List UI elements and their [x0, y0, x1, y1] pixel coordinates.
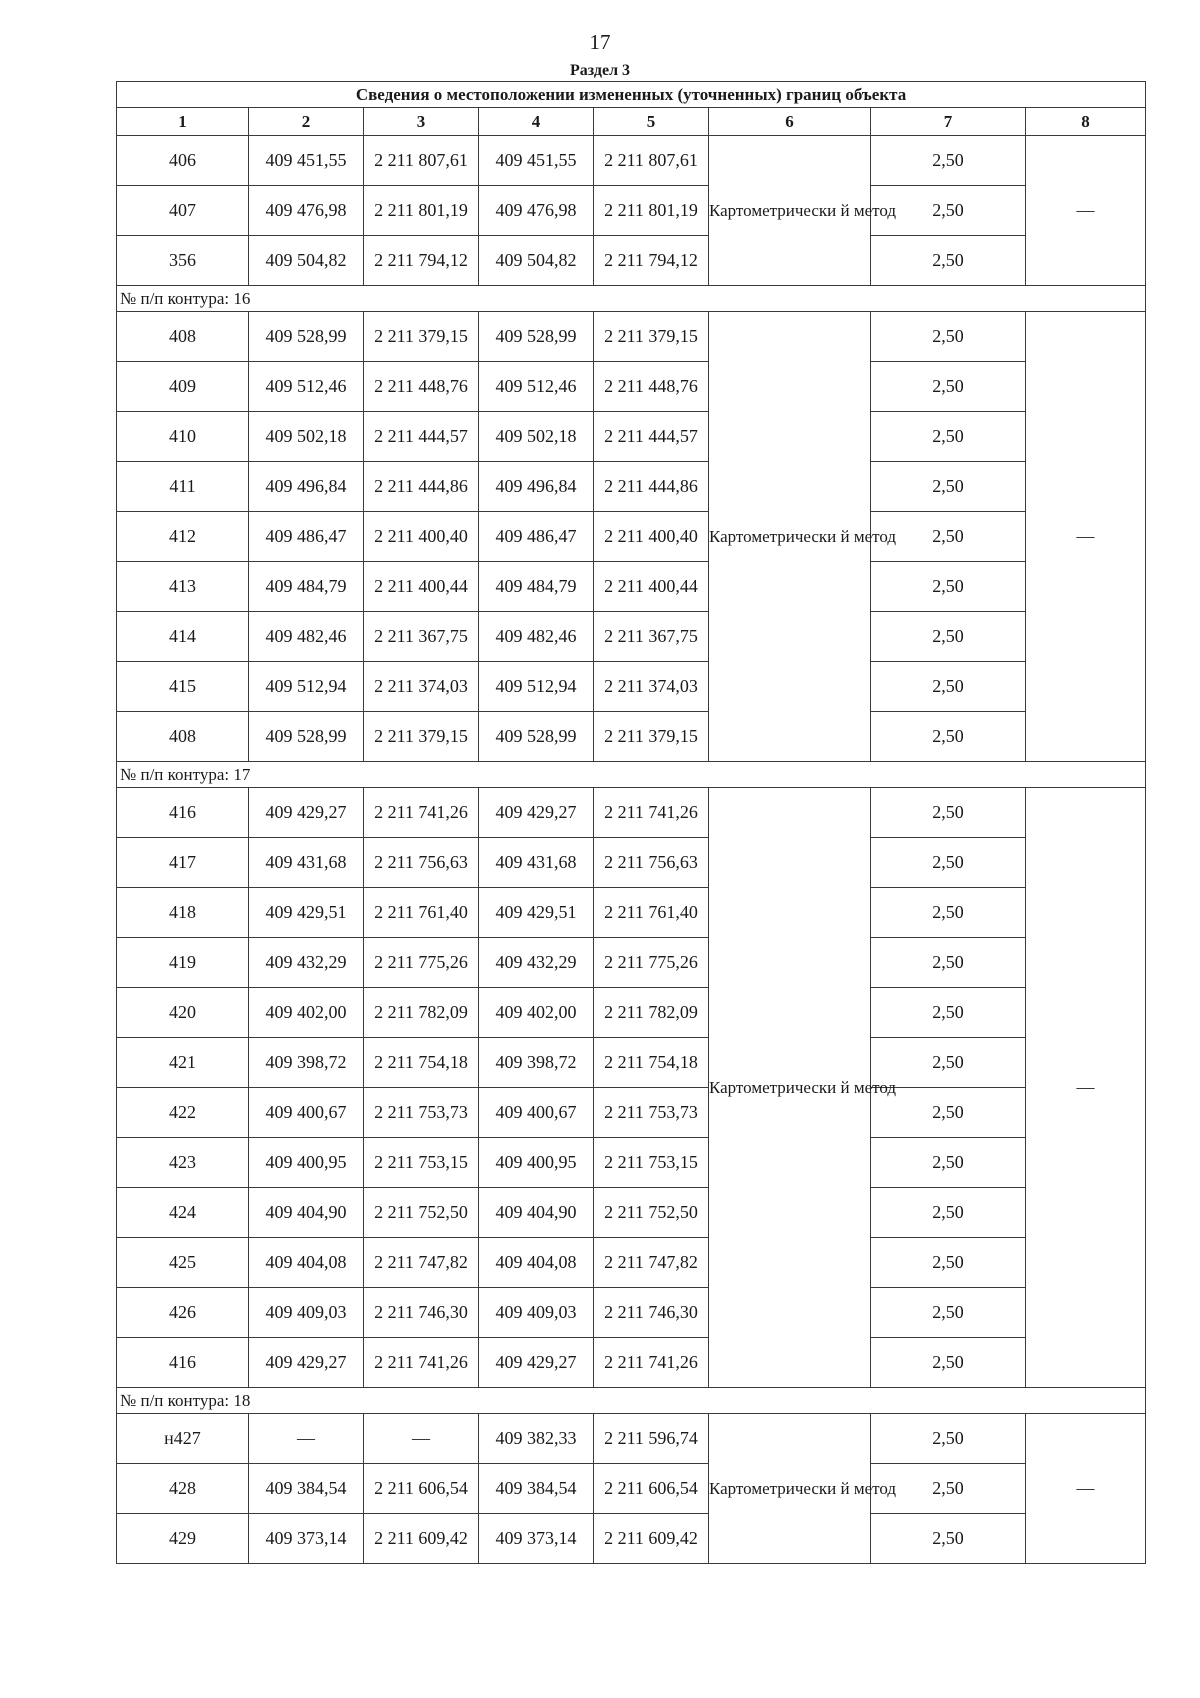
accuracy-cell: 2,50: [871, 562, 1026, 612]
existing-y-cell: 2 211 741,26: [364, 1338, 479, 1388]
refined-x-cell: 409 504,82: [479, 236, 594, 286]
existing-x-cell: 409 400,95: [249, 1138, 364, 1188]
refined-y-cell: 2 211 606,54: [594, 1464, 709, 1514]
existing-x-cell: 409 429,51: [249, 888, 364, 938]
existing-y-cell: 2 211 794,12: [364, 236, 479, 286]
point-id-cell: 417: [117, 838, 249, 888]
existing-x-cell: 409 451,55: [249, 136, 364, 186]
refined-y-cell: 2 211 400,44: [594, 562, 709, 612]
existing-x-cell: 409 476,98: [249, 186, 364, 236]
refined-x-cell: 409 429,27: [479, 788, 594, 838]
existing-y-cell: 2 211 747,82: [364, 1238, 479, 1288]
table-row: [117, 888, 1146, 938]
table-row: [117, 312, 1146, 362]
existing-y-cell: 2 211 753,15: [364, 1138, 479, 1188]
refined-x-cell: 409 432,29: [479, 938, 594, 988]
refined-y-cell: 2 211 747,82: [594, 1238, 709, 1288]
table-row: [117, 186, 1146, 236]
existing-y-cell: 2 211 753,73: [364, 1088, 479, 1138]
refined-x-cell: 409 429,51: [479, 888, 594, 938]
accuracy-cell: 2,50: [871, 1288, 1026, 1338]
table-caption-row: [117, 82, 1146, 108]
refined-y-cell: 2 211 801,19: [594, 186, 709, 236]
refined-y-cell: 2 211 794,12: [594, 236, 709, 286]
point-id-cell: 422: [117, 1088, 249, 1138]
refined-x-cell: 409 404,08: [479, 1238, 594, 1288]
existing-x-cell: 409 431,68: [249, 838, 364, 888]
accuracy-cell: 2,50: [871, 712, 1026, 762]
refined-y-cell: 2 211 444,86: [594, 462, 709, 512]
refined-x-cell: 409 476,98: [479, 186, 594, 236]
column-header-6: 6: [709, 108, 871, 136]
method-cell: Картометрически й метод: [709, 788, 871, 1388]
existing-y-cell: 2 211 444,86: [364, 462, 479, 512]
existing-y-cell: —: [364, 1414, 479, 1464]
refined-x-cell: 409 384,54: [479, 1464, 594, 1514]
point-id-cell: 408: [117, 312, 249, 362]
existing-x-cell: 409 528,99: [249, 712, 364, 762]
existing-y-cell: 2 211 444,57: [364, 412, 479, 462]
refined-x-cell: 409 431,68: [479, 838, 594, 888]
existing-y-cell: 2 211 400,44: [364, 562, 479, 612]
refined-x-cell: 409 482,46: [479, 612, 594, 662]
refined-x-cell: 409 502,18: [479, 412, 594, 462]
table-row: [117, 612, 1146, 662]
contour-row: [117, 1388, 1146, 1414]
existing-y-cell: 2 211 367,75: [364, 612, 479, 662]
existing-x-cell: 409 484,79: [249, 562, 364, 612]
existing-x-cell: —: [249, 1414, 364, 1464]
refined-y-cell: 2 211 807,61: [594, 136, 709, 186]
accuracy-cell: 2,50: [871, 1514, 1026, 1564]
accuracy-cell: 2,50: [871, 988, 1026, 1038]
existing-y-cell: 2 211 782,09: [364, 988, 479, 1038]
refined-x-cell: 409 400,67: [479, 1088, 594, 1138]
refined-y-cell: 2 211 374,03: [594, 662, 709, 712]
table-row: [117, 1138, 1146, 1188]
point-id-cell: 356: [117, 236, 249, 286]
refined-x-cell: 409 451,55: [479, 136, 594, 186]
refined-x-cell: 409 398,72: [479, 1038, 594, 1088]
existing-x-cell: 409 504,82: [249, 236, 364, 286]
refined-y-cell: 2 211 775,26: [594, 938, 709, 988]
refined-y-cell: 2 211 379,15: [594, 312, 709, 362]
table-row: [117, 412, 1146, 462]
existing-x-cell: 409 384,54: [249, 1464, 364, 1514]
contour-row: [117, 286, 1146, 312]
existing-x-cell: 409 373,14: [249, 1514, 364, 1564]
accuracy-cell: 2,50: [871, 362, 1026, 412]
contour-label: № п/п контура: 16: [117, 286, 1146, 312]
existing-x-cell: 409 496,84: [249, 462, 364, 512]
point-id-cell: 419: [117, 938, 249, 988]
accuracy-cell: 2,50: [871, 662, 1026, 712]
refined-x-cell: 409 373,14: [479, 1514, 594, 1564]
refined-x-cell: 409 496,84: [479, 462, 594, 512]
point-id-cell: 411: [117, 462, 249, 512]
point-id-cell: 413: [117, 562, 249, 612]
table-row: [117, 362, 1146, 412]
accuracy-cell: 2,50: [871, 1088, 1026, 1138]
accuracy-cell: 2,50: [871, 186, 1026, 236]
refined-y-cell: 2 211 754,18: [594, 1038, 709, 1088]
refined-y-cell: 2 211 741,26: [594, 1338, 709, 1388]
method-cell: Картометрически й метод: [709, 312, 871, 762]
point-id-cell: 426: [117, 1288, 249, 1338]
existing-x-cell: 409 404,08: [249, 1238, 364, 1288]
accuracy-cell: 2,50: [871, 888, 1026, 938]
accuracy-cell: 2,50: [871, 136, 1026, 186]
accuracy-cell: 2,50: [871, 412, 1026, 462]
refined-x-cell: 409 382,33: [479, 1414, 594, 1464]
refined-y-cell: 2 211 448,76: [594, 362, 709, 412]
refined-x-cell: 409 528,99: [479, 312, 594, 362]
accuracy-cell: 2,50: [871, 838, 1026, 888]
existing-x-cell: 409 432,29: [249, 938, 364, 988]
point-id-cell: 415: [117, 662, 249, 712]
table-row: [117, 712, 1146, 762]
contour-row: [117, 762, 1146, 788]
refined-y-cell: 2 211 741,26: [594, 788, 709, 838]
table-row: [117, 1414, 1146, 1464]
existing-y-cell: 2 211 807,61: [364, 136, 479, 186]
column-header-7: 7: [871, 108, 1026, 136]
table-caption: Сведения о местоположении измененных (уточненных) границ объекта: [117, 82, 1146, 108]
point-id-cell: 425: [117, 1238, 249, 1288]
point-id-cell: 414: [117, 612, 249, 662]
accuracy-cell: 2,50: [871, 1338, 1026, 1388]
table-row: [117, 662, 1146, 712]
accuracy-cell: 2,50: [871, 1038, 1026, 1088]
refined-y-cell: 2 211 753,15: [594, 1138, 709, 1188]
existing-y-cell: 2 211 761,40: [364, 888, 479, 938]
table-row: [117, 988, 1146, 1038]
existing-x-cell: 409 482,46: [249, 612, 364, 662]
accuracy-cell: 2,50: [871, 1414, 1026, 1464]
table-row: [117, 236, 1146, 286]
refined-y-cell: 2 211 761,40: [594, 888, 709, 938]
refined-y-cell: 2 211 746,30: [594, 1288, 709, 1338]
point-id-cell: 420: [117, 988, 249, 1038]
point-id-cell: 421: [117, 1038, 249, 1088]
existing-y-cell: 2 211 801,19: [364, 186, 479, 236]
existing-x-cell: 409 512,94: [249, 662, 364, 712]
point-id-cell: 408: [117, 712, 249, 762]
refined-y-cell: 2 211 753,73: [594, 1088, 709, 1138]
refined-y-cell: 2 211 596,74: [594, 1414, 709, 1464]
point-id-cell: 429: [117, 1514, 249, 1564]
refined-y-cell: 2 211 444,57: [594, 412, 709, 462]
refined-x-cell: 409 484,79: [479, 562, 594, 612]
existing-y-cell: 2 211 752,50: [364, 1188, 479, 1238]
point-id-cell: 423: [117, 1138, 249, 1188]
accuracy-cell: 2,50: [871, 1188, 1026, 1238]
column-header-row: [117, 108, 1146, 136]
existing-y-cell: 2 211 609,42: [364, 1514, 479, 1564]
table-body: [117, 136, 1146, 1564]
existing-x-cell: 409 404,90: [249, 1188, 364, 1238]
column-header-8: 8: [1026, 108, 1146, 136]
refined-x-cell: 409 400,95: [479, 1138, 594, 1188]
existing-y-cell: 2 211 374,03: [364, 662, 479, 712]
accuracy-cell: 2,50: [871, 312, 1026, 362]
table-row: [117, 462, 1146, 512]
page-number: 17: [589, 30, 611, 54]
refined-x-cell: 409 402,00: [479, 988, 594, 1038]
column-header-2: 2: [249, 108, 364, 136]
point-id-cell: н427: [117, 1414, 249, 1464]
table-row: [117, 1038, 1146, 1088]
column-header-3: 3: [364, 108, 479, 136]
accuracy-cell: 2,50: [871, 938, 1026, 988]
accuracy-cell: 2,50: [871, 1238, 1026, 1288]
refined-y-cell: 2 211 379,15: [594, 712, 709, 762]
refined-x-cell: 409 409,03: [479, 1288, 594, 1338]
point-id-cell: 416: [117, 1338, 249, 1388]
table-row: [117, 938, 1146, 988]
point-id-cell: 406: [117, 136, 249, 186]
table-row: [117, 1338, 1146, 1388]
refined-y-cell: 2 211 752,50: [594, 1188, 709, 1238]
contour-label: № п/п контура: 18: [117, 1388, 1146, 1414]
existing-x-cell: 409 409,03: [249, 1288, 364, 1338]
refined-x-cell: 409 512,46: [479, 362, 594, 412]
contour-label: № п/п контура: 17: [117, 762, 1146, 788]
column-8-cell: —: [1026, 788, 1146, 1388]
table-row: [117, 512, 1146, 562]
table-row: [117, 1088, 1146, 1138]
column-8-cell: —: [1026, 312, 1146, 762]
point-id-cell: 428: [117, 1464, 249, 1514]
refined-x-cell: 409 429,27: [479, 1338, 594, 1388]
table-row: [117, 1238, 1146, 1288]
point-id-cell: 410: [117, 412, 249, 462]
refined-y-cell: 2 211 367,75: [594, 612, 709, 662]
method-cell: Картометрически й метод: [709, 136, 871, 286]
table-row: [117, 1514, 1146, 1564]
refined-y-cell: 2 211 400,40: [594, 512, 709, 562]
existing-x-cell: 409 400,67: [249, 1088, 364, 1138]
refined-x-cell: 409 528,99: [479, 712, 594, 762]
accuracy-cell: 2,50: [871, 462, 1026, 512]
existing-y-cell: 2 211 448,76: [364, 362, 479, 412]
accuracy-cell: 2,50: [871, 236, 1026, 286]
existing-y-cell: 2 211 379,15: [364, 712, 479, 762]
existing-y-cell: 2 211 400,40: [364, 512, 479, 562]
point-id-cell: 424: [117, 1188, 249, 1238]
existing-y-cell: 2 211 606,54: [364, 1464, 479, 1514]
existing-x-cell: 409 429,27: [249, 788, 364, 838]
method-cell: Картометрически й метод: [709, 1414, 871, 1564]
existing-x-cell: 409 528,99: [249, 312, 364, 362]
refined-y-cell: 2 211 756,63: [594, 838, 709, 888]
column-8-cell: —: [1026, 1414, 1146, 1564]
existing-y-cell: 2 211 775,26: [364, 938, 479, 988]
table-row: [117, 1188, 1146, 1238]
accuracy-cell: 2,50: [871, 788, 1026, 838]
refined-x-cell: 409 404,90: [479, 1188, 594, 1238]
accuracy-cell: 2,50: [871, 512, 1026, 562]
existing-x-cell: 409 486,47: [249, 512, 364, 562]
table-row: [117, 1464, 1146, 1514]
existing-x-cell: 409 502,18: [249, 412, 364, 462]
column-header-4: 4: [479, 108, 594, 136]
accuracy-cell: 2,50: [871, 1464, 1026, 1514]
point-id-cell: 412: [117, 512, 249, 562]
boundary-coordinates-table: [116, 81, 1146, 1564]
table-row: [117, 562, 1146, 612]
point-id-cell: 407: [117, 186, 249, 236]
refined-x-cell: 409 486,47: [479, 512, 594, 562]
existing-x-cell: 409 402,00: [249, 988, 364, 1038]
existing-x-cell: 409 398,72: [249, 1038, 364, 1088]
point-id-cell: 418: [117, 888, 249, 938]
point-id-cell: 416: [117, 788, 249, 838]
existing-x-cell: 409 429,27: [249, 1338, 364, 1388]
point-id-cell: 409: [117, 362, 249, 412]
accuracy-cell: 2,50: [871, 1138, 1026, 1188]
column-header-1: 1: [117, 108, 249, 136]
existing-y-cell: 2 211 746,30: [364, 1288, 479, 1338]
existing-y-cell: 2 211 756,63: [364, 838, 479, 888]
refined-y-cell: 2 211 782,09: [594, 988, 709, 1038]
refined-x-cell: 409 512,94: [479, 662, 594, 712]
column-8-cell: —: [1026, 136, 1146, 286]
existing-x-cell: 409 512,46: [249, 362, 364, 412]
existing-y-cell: 2 211 379,15: [364, 312, 479, 362]
column-header-5: 5: [594, 108, 709, 136]
section-title: Раздел 3: [569, 62, 631, 79]
table-row: [117, 1288, 1146, 1338]
table-row: [117, 788, 1146, 838]
accuracy-cell: 2,50: [871, 612, 1026, 662]
refined-y-cell: 2 211 609,42: [594, 1514, 709, 1564]
existing-y-cell: 2 211 754,18: [364, 1038, 479, 1088]
table-row: [117, 136, 1146, 186]
existing-y-cell: 2 211 741,26: [364, 788, 479, 838]
table-row: [117, 838, 1146, 888]
